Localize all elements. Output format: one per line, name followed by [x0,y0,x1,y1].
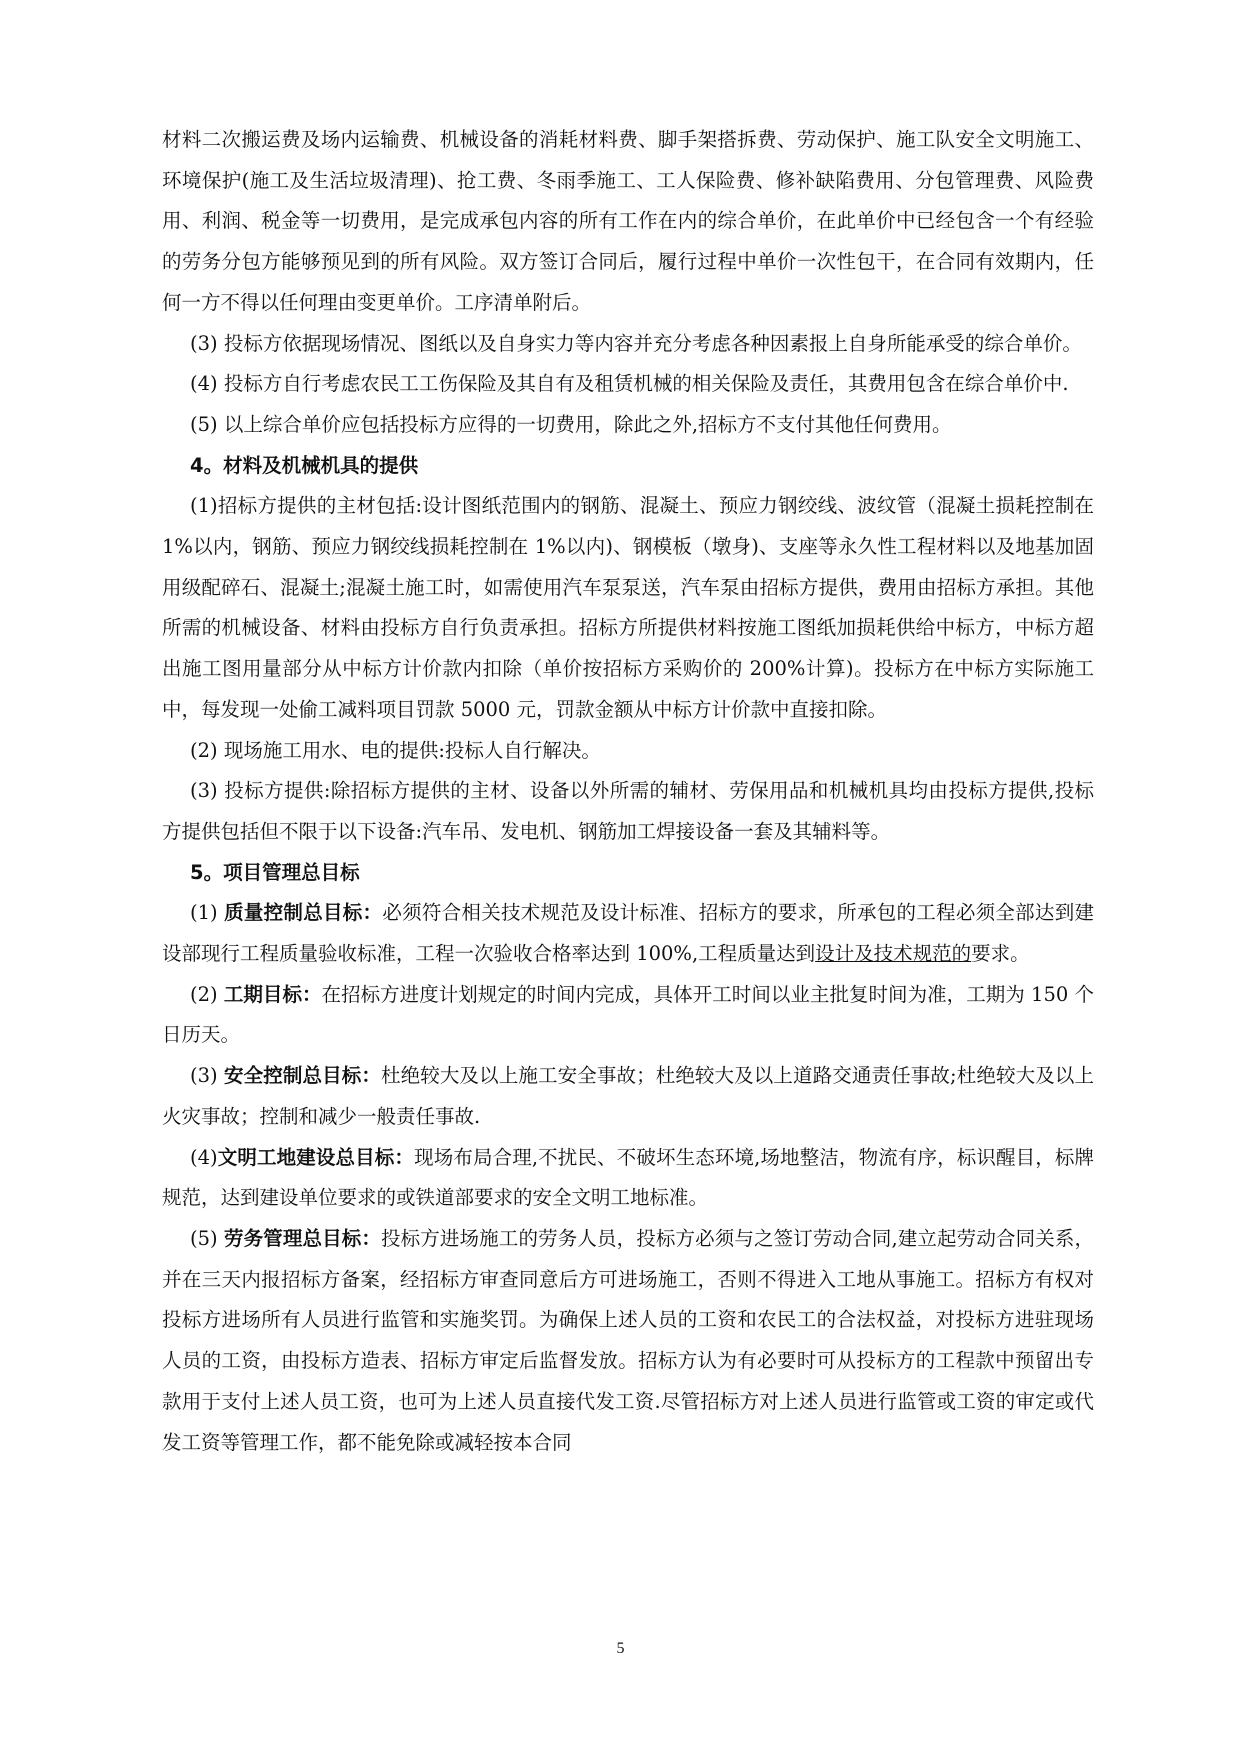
civilized-label: 文明工地建设总目标： [217,1145,415,1169]
safety-text: 杜绝较大及以上施工安全事故；杜绝较大及以上道路交通责任事故;杜绝较大及以上火灾事故；控制和减少一般责任事故. [162,1064,1094,1128]
safety-label: 安全控制总目标： [223,1064,381,1088]
safety-prefix: (3) [190,1064,224,1088]
labor-label: 劳务管理总目标： [223,1226,382,1250]
labor-prefix: (5) [190,1226,224,1250]
quality-text: 必须符合相关技术规范及设计标准、招标方的要求，所承包的工程必须全部达到建设部现行工程质量验收标准，工程一次验收合格率达到 100%,工程质量达到 [162,901,1094,966]
paragraph-materials-1: (1)招标方提供的主材包括:设计图纸范围内的钢筋、混凝土、预应力钢绞线、波纹管（混凝土损耗控制在 1%以内，钢筋、预应力钢绞线损耗控制在 1%以内)、钢模板（墩身)、支座等永久性工程材料以及地基加固用级配碎石、混凝土;混凝土施工时，如需使用汽车泵泵送，汽车泵由招标方提供，费用由招标方承担。其他所需的机械设备、材料由投标方自行负责承担。招标方所提供材料按施工图纸加损耗供给中标方，中标方超出施工图用量部分从中标方计价款内扣除（单价按招标方采购价的 200%计算)。投标方在中标方实际施工中，每发现一处偷工减料项目罚款 5000 元，罚款金额从中标方计价款中直接扣除。 [162,494,1094,721]
paragraph-materials-2: (2) 现场施工用水、电的提供:投标人自行解决。 [190,738,601,762]
paragraph-item-3: (3) 投标方依据现场情况、图纸以及自身实力等内容并充分考虑各种因素报上自身所能承受的综合单价。 [190,331,1082,355]
paragraph-schedule-goal [162,975,1094,1056]
quality-label: 质量控制总目标： [224,901,383,925]
page-content [162,120,1094,1463]
paragraph-quality-goal [162,893,1094,974]
section-heading-materials: 4。材料及机械机具的提供 [190,453,419,477]
paragraph-item-4: (4) 投标方自行考虑农民工工伤保险及其自有及租赁机械的相关保险及责任，其费用包含在综合单价中. [190,372,1069,396]
page-number: 5 [616,1640,625,1657]
paragraph-civilized-site-goal [162,1138,1094,1219]
paragraph-safety-goal [162,1056,1094,1137]
section-heading-goals: 5。项目管理总目标 [190,860,360,884]
paragraph-cost-scope: 材料二次搬运费及场内运输费、机械设备的消耗材料费、脚手架搭拆费、劳动保护、施工队安全文明施工、环境保护(施工及生活垃圾清理)、抢工费、冬雨季施工、工人保险费、修补缺陷费用、分包管理费、风险费用、利润、税金等一切费用，是完成承包内容的所有工作在内的综合单价，在此单价中已经包含一个有经验的劳务分包方能够预见到的所有风险。双方签订合同后，履行过程中单价一次性包干，在合同有效期内，任何一方不得以任何理由变更单价。工序清单附后。 [162,128,1094,314]
quality-underlined-text: 设计及技术规范的 [815,942,972,966]
labor-text: 投标方进场施工的劳务人员，投标方必须与之签订劳动合同,建立起劳动合同关系，并在三天内报招标方备案，经招标方审查同意后方可进场施工，否则不得进入工地从事施工。招标方有权对投标方进场所有人员进行监管和实施奖罚。为确保上述人员的工资和农民工的合法权益，对投标方进驻现场人员的工资，由投标方造表、招标方审定后监督发放。招标方认为有必要时可从投标方的工程款中预留出专款用于支付上述人员工资，也可为上述人员直接代发工资.尽管招标方对上述人员进行监管或工资的审定或代发工资等管理工作，都不能免除或减轻按本合同 [162,1226,1094,1454]
schedule-label: 工期目标： [223,982,322,1006]
paragraph-item-5: (5) 以上综合单价应包括投标方应得的一切费用，除此之外,招标方不支付其他任何费用。 [190,412,952,436]
quality-suffix: 要求。 [971,942,1030,966]
paragraph-materials-3: (3) 投标方提供:除招标方提供的主材、设备以外所需的辅材、劳保用品和机械机具均由投标方提供,投标方提供包括但不限于以下设备:汽车吊、发电机、钢筋加工焊接设备一套及其辅料等。 [162,779,1094,843]
schedule-prefix: (2) [190,982,224,1006]
quality-prefix: (1) [190,901,225,925]
civilized-text: 现场布局合理,不扰民、不破坏生态环境,场地整洁，物流有序，标识醒目，标牌规范，达到建设单位要求的或铁道部要求的安全文明工地标准。 [162,1145,1094,1210]
civilized-prefix: (4) [190,1145,218,1169]
schedule-text: 在招标方进度计划规定的时间内完成，具体开工时间以业主批复时间为准，工期为 150 个日历天。 [162,982,1094,1047]
paragraph-labor-goal [162,1219,1094,1463]
